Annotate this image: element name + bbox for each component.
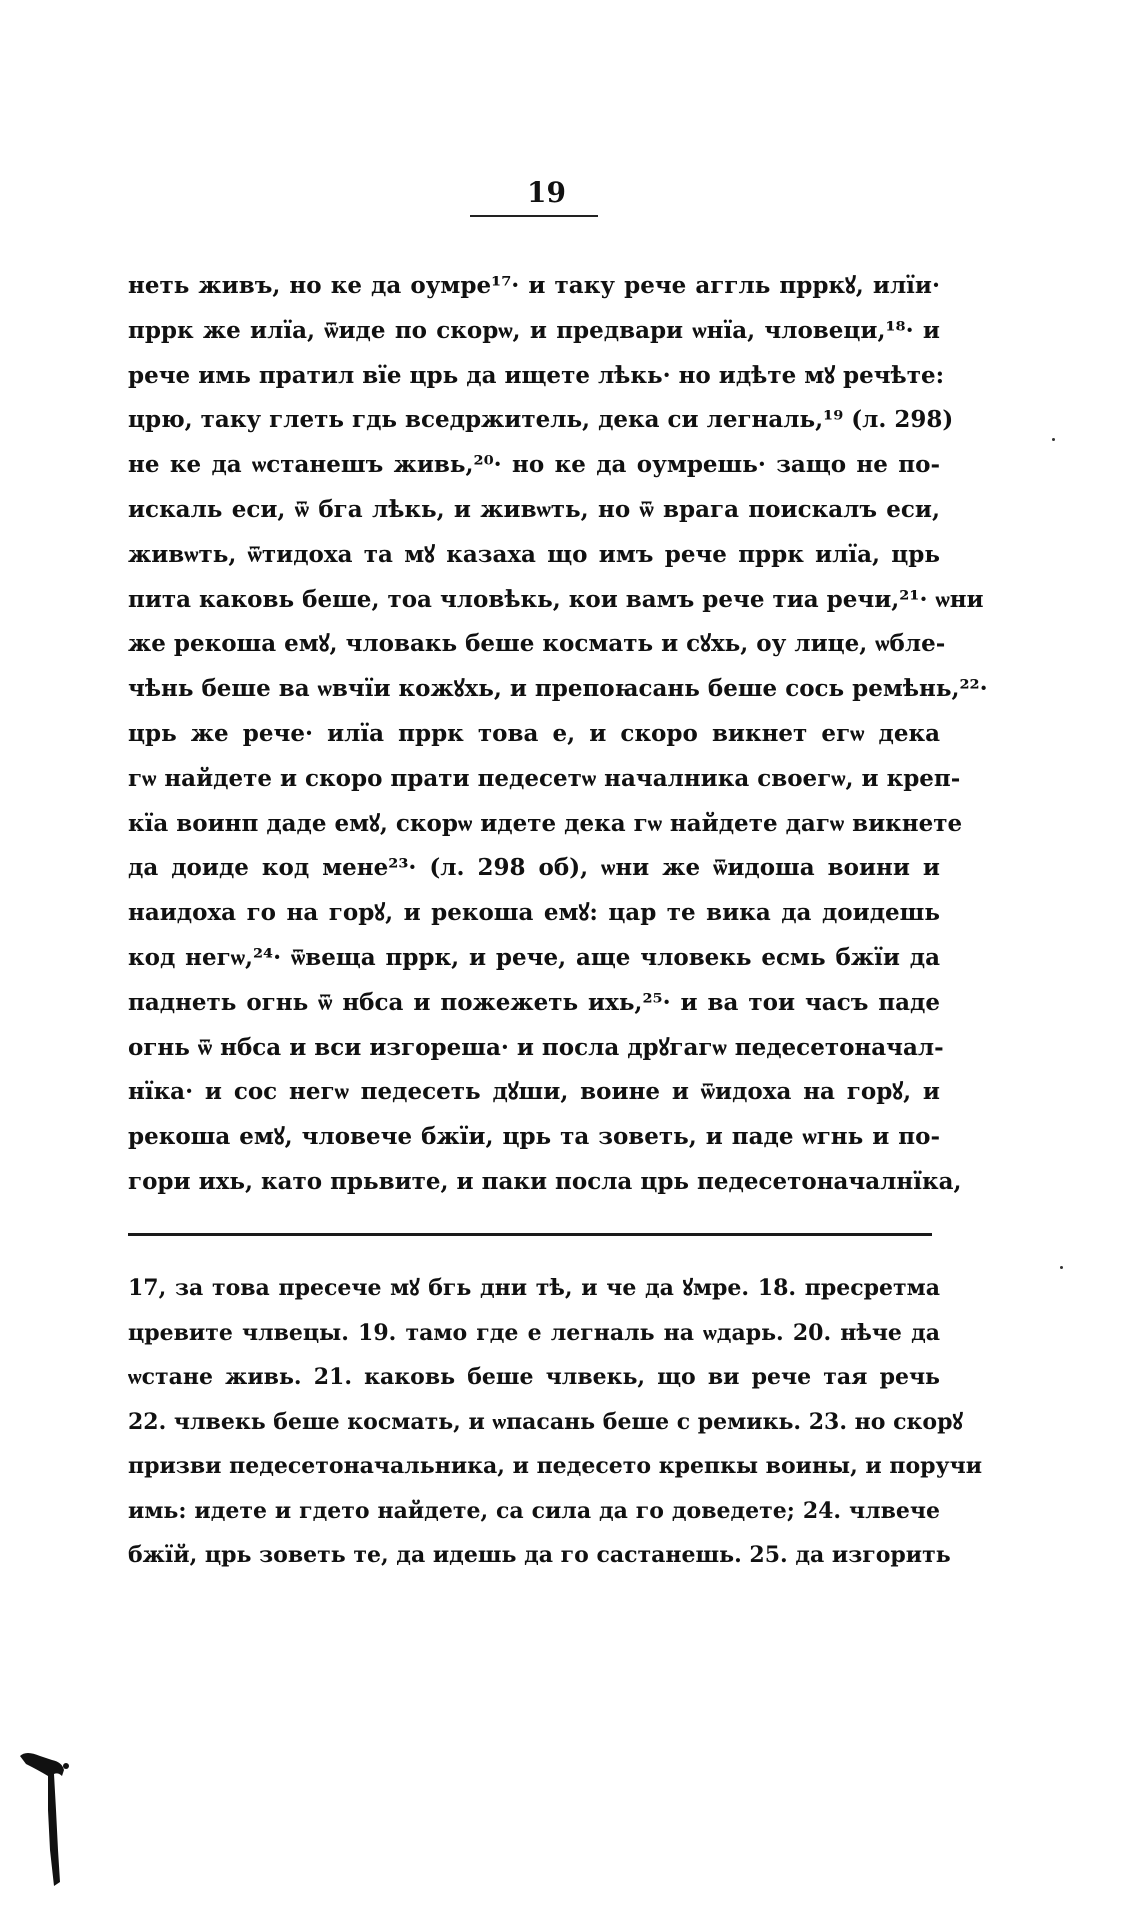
footnote-line: призви педесетоначальника, и педесето крепкы воины, и поручи — [128, 1453, 983, 1479]
footnote-separator — [128, 1233, 932, 1236]
main-text-line: огнь ѿ нбса и вси изгореша· и посла дрꙋгагѡ педесетоначал- — [128, 1033, 944, 1061]
main-text-line: рекоша емꙋ, чловече бжїи, црь та зоветь, и паде ѡгнь и по- — [128, 1123, 940, 1151]
binding-mark-icon — [18, 1750, 74, 1890]
footnote-line: ѡстане живь. 21. каковь беше члвекь, що ви рече тая речь — [128, 1364, 940, 1390]
main-text-line: же рекоша емꙋ, чловакь беше космать и сꙋхь, оу лице, ѡбле- — [128, 630, 946, 658]
header-rule — [470, 215, 598, 217]
main-text-line: живѡть, ѿтидоха та мꙋ казаха що имъ рече пррк илїа, црь — [128, 540, 940, 568]
footnote-line: 17, за това пресече мꙋ бгь дни тѣ, и че да ꙋмре. 18. пресретма — [128, 1275, 940, 1301]
main-text-line: паднеть огнь ѿ нбса и пожежеть ихь,²⁵· и ва тои часъ паде — [128, 988, 940, 1016]
main-text-line: црь же рече· илїа пррк това е, и скоро викнет егѡ дека — [128, 719, 940, 747]
main-text-line: не ке да ѡстанешъ живь,²⁰· но ке да оумрешь· защо не по- — [128, 451, 940, 479]
main-text-line: код негѡ,²⁴· ѿвеща пррк, и рече, аще чловекь есмь бжїи да — [128, 943, 940, 971]
main-text-line: чѣнь беше ва ѡвчїи кожꙋхь, и препоꙗсань беше сось ремѣнь,²²· — [128, 675, 988, 703]
main-text-line: нїка· и сос негѡ педесеть дꙋши, воине и ѿидоха на горꙋ, и — [128, 1078, 940, 1106]
main-text-block — [128, 264, 988, 1205]
main-text-line: наидоха го на горꙋ, и рекоша емꙋ: цар те вика да доидешь — [128, 899, 940, 927]
main-text-line: пррк же илїа, ѿиде по скорѡ, и предвари ѡнїа, чловеци,¹⁸· и — [128, 316, 940, 344]
main-text-line: рече имь пратил вїе црь да ищете лѣкь· но идѣте мꙋ речѣте: — [128, 361, 945, 389]
main-text-line: искаль еси, ѿ бга лѣкь, и живѡть, но ѿ врага поискалъ еси, — [128, 495, 940, 523]
paper-speck — [1060, 1266, 1063, 1269]
footnote-line: бжїй, црь зоветь те, да идешь да го састанешь. 25. да изгорить — [128, 1542, 951, 1568]
footnote-line: имь: идете и гдето найдете, са сила да го доведете; 24. члвече — [128, 1497, 940, 1524]
main-text-line: пита каковь беше, тоа чловѣкь, кои вамъ рече тиа речи,²¹· ѡни — [128, 585, 984, 613]
footnote-line: 22. члвекь беше космать, и ѡпасань беше с ремикь. 23. но скорꙋ — [128, 1408, 963, 1435]
page-number: 19 — [527, 176, 566, 209]
main-text-line: да доиде код мене²³· (л. 298 об), ѡни же ѿидоша воини и — [128, 854, 940, 882]
main-text-line: црю, таку глеть гдь вседржитель, дека си легналь,¹⁹ (л. 298) — [128, 406, 954, 434]
main-text-line: кїа воинп даде емꙋ, скорѡ идете дека гѡ найдете дагѡ викнете — [128, 809, 963, 837]
main-text-line: гѡ найдете и скоро прати педесетѡ началника своегѡ, и креп- — [128, 764, 961, 792]
paper-speck — [1052, 438, 1055, 441]
footnote-line: цревите члвецы. 19. тамо где е легналь на ѡдарь. 20. нѣче да — [128, 1319, 940, 1346]
footnotes-block — [128, 1266, 983, 1578]
main-text-line: гори ихь, като прьвите, и паки посла црь педесетоначалнїка, — [128, 1167, 962, 1195]
main-text-line: неть живъ, но ке да оумре¹⁷· и таку рече аггль прркꙋ, илїи· — [128, 272, 940, 299]
